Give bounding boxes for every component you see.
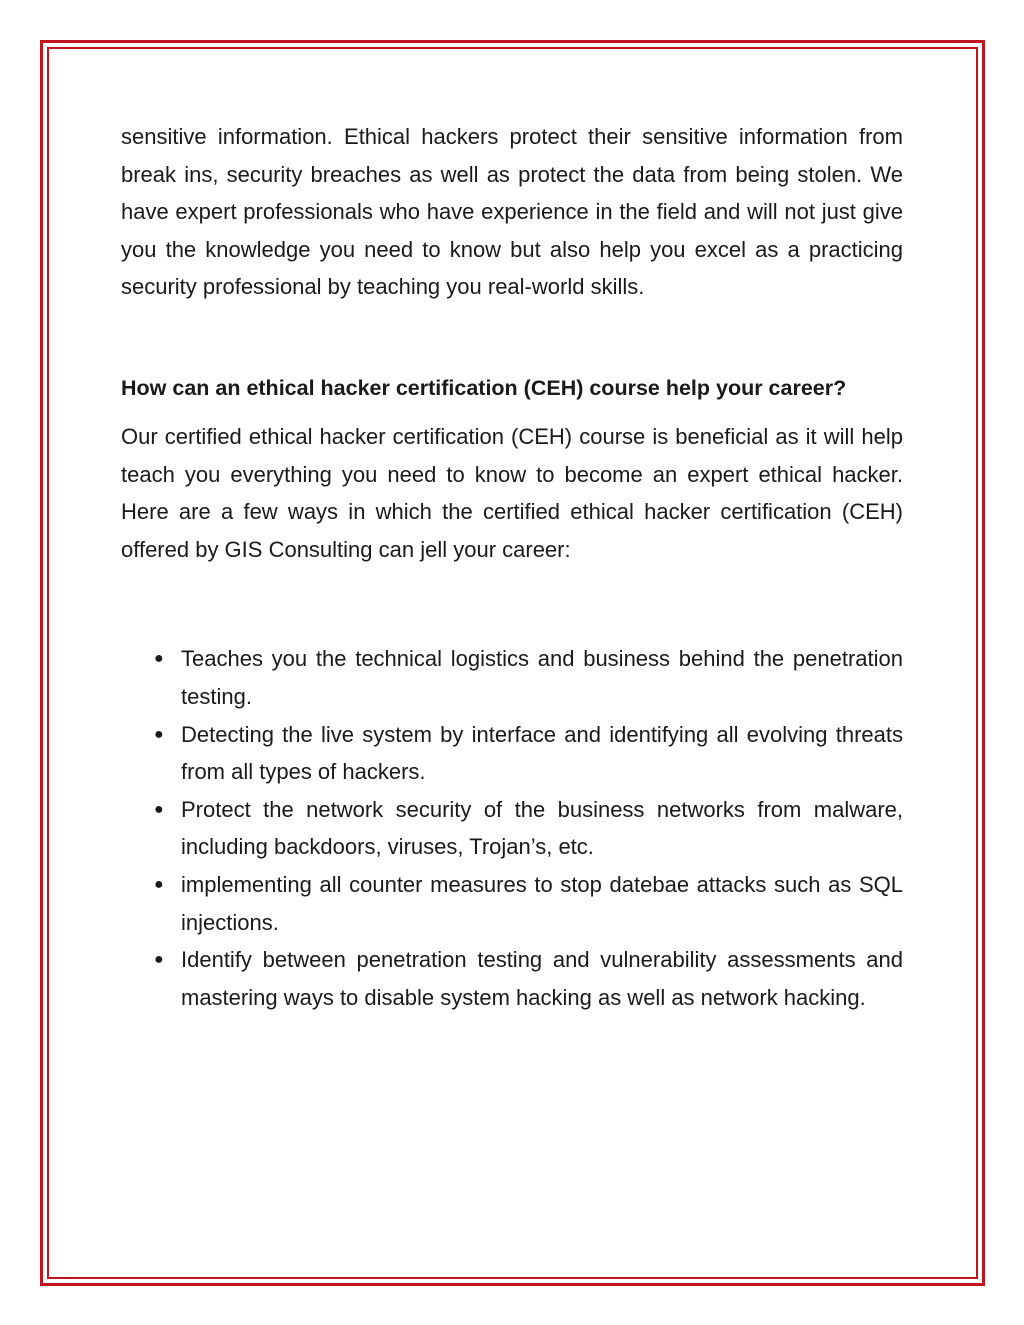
list-item-text: Protect the network security of the business networks from malware, including backdoors, viruses, Trojan’s, etc. — [181, 796, 903, 860]
intro-paragraph: sensitive information. Ethical hackers protect their sensitive information from break ins, security breaches as well as protect the data from being stolen. We have expert professionals who have experience in the field and will not just give you the knowledge you need to know but also help you excel as a practicing security professional by teaching you real-world skills. — [121, 124, 903, 300]
list-item-text: Identify between penetration testing and vulnerability assessments and mastering ways to disable system hacking as well as network hacking. — [181, 947, 903, 1010]
bullet-icon: ● — [154, 650, 164, 668]
list-item-text: Teaches you the technical logistics and business behind the penetration testing. — [181, 646, 903, 709]
bullet-icon: ● — [154, 875, 164, 893]
section-heading: How can an ethical hacker certification (CEH) course help your career? — [121, 375, 847, 400]
list-item-text: Detecting the live system by interface and identifying all evolving threats from all types of hackers. — [181, 721, 903, 785]
list-item — [121, 716, 903, 791]
list-item-text: implementing all counter measures to stop datebae attacks such as SQL injections. — [181, 871, 903, 935]
list-item — [121, 791, 903, 866]
bullet-icon: ● — [154, 951, 164, 969]
list-item — [121, 866, 903, 941]
document-body — [121, 118, 903, 1016]
list-item — [121, 640, 903, 715]
bullet-icon: ● — [154, 800, 164, 818]
list-item — [121, 941, 903, 1016]
section-paragraph: Our certified ethical hacker certification (CEH) course is beneficial as it will help teach you everything you need to know to become an expert ethical hacker. Here are a few ways in which the certified ethical hacker certification (CEH) offered by GIS Consulting can jell your career: — [121, 423, 903, 562]
bullet-icon: ● — [154, 725, 164, 743]
benefits-list — [121, 640, 903, 1016]
